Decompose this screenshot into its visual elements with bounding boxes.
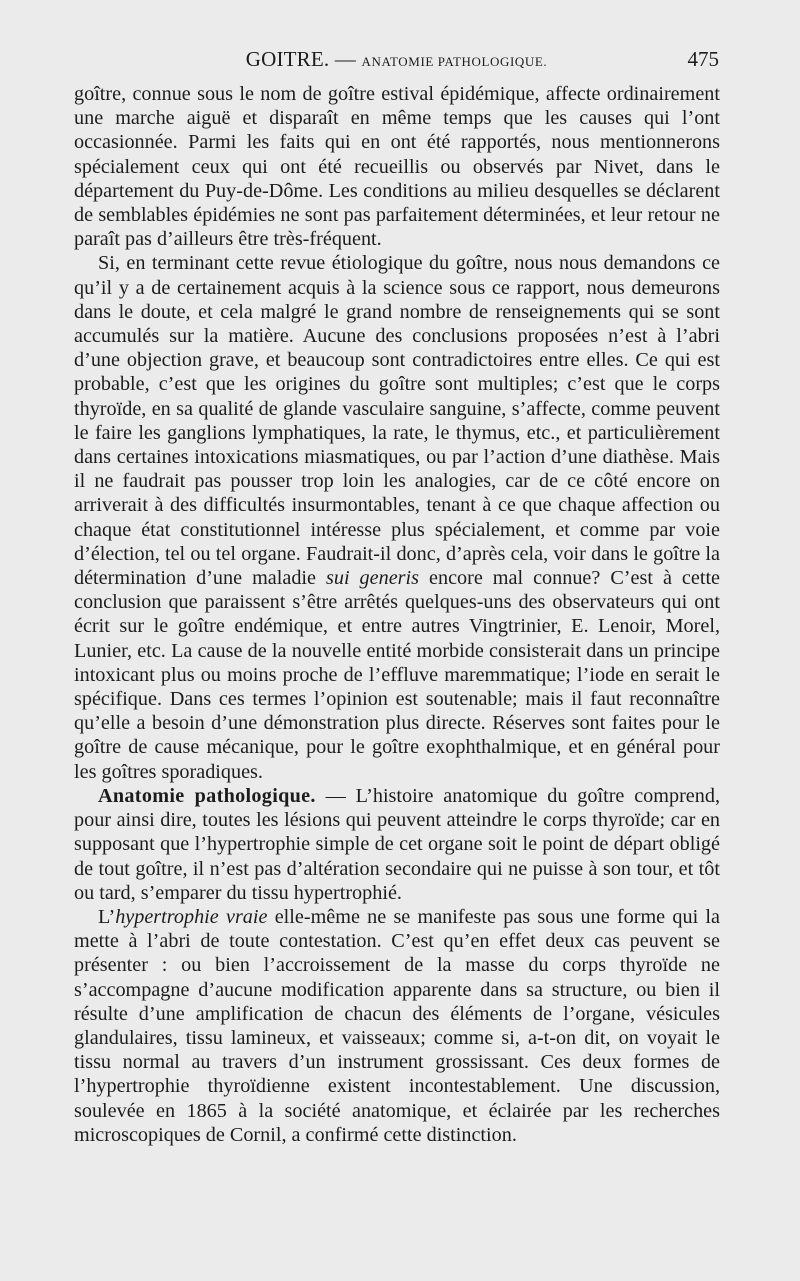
paragraph-4 <box>74 905 720 1147</box>
page-number: 475 <box>687 47 719 71</box>
paragraph-2-part-b: encore mal connue? C’est à cette conclusion que paraissent s’être arrêtés quelques-uns des observateurs qui ont écrit sur le goître endémique, et entre autres Vingtrinier, E. Lenoir, Morel, Lunier, etc. La cause de la nouvelle entité morbide consisterait dans un principe intoxicant plus ou moins proche de l’effluve maremmatique; l’iode en serait le spécifique. Dans ces termes l’opinion est soutenable; mais il faut reconnaître qu’elle a besoin d’une démonstration plus directe. Réserves sont faites pour le goître de cause mécanique, pour le goître exophthalmique, et en général pour les goîtres sporadiques. <box>74 567 721 783</box>
paragraph-3 <box>74 784 720 905</box>
paragraph-4-italic: hypertrophie vraie <box>115 905 268 928</box>
body-text <box>74 82 720 1147</box>
paragraph-2 <box>74 251 720 783</box>
paragraph-3-text: — L’histoire anatomique du goître comprend, pour ainsi dire, toutes les lésions qui peuvent atteindre le corps thyroïde; car en supposant que l’hypertrophie simple de cet organe soit le point de départ obligé de tout goître, il n’est pas d’altération secondaire qui ne puisse à son tour, et tôt ou tard, s’emparer du tissu hypertrophié. <box>74 784 720 904</box>
running-head <box>74 47 719 73</box>
section-heading: Anatomie pathologique. <box>98 784 316 807</box>
header-dash: — <box>334 47 357 71</box>
chapter-title: GOITRE. <box>245 47 330 71</box>
paragraph-1: goître, connue sous le nom de goître estival épidémique, affecte ordinairement une marche aiguë et disparaît en même temps que les causes qui l’ont occasionnée. Parmi les faits qui en ont été rapportés, nous mentionnerons spécialement ceux qui ont été recueillis ou observés par Nivet, dans le département du Puy-de-Dôme. Les conditions au milieu desquelles se déclarent de semblables épidémies ne sont pas parfaitement déterminées, et leur retour ne paraît pas d’ailleurs être très-fréquent. <box>74 83 720 251</box>
paragraph-2-part-a: Si, en terminant cette revue étiologique du goître, nous nous demandons ce qu’il y a de certainement acquis à la science sous ce rapport, nous demeurons dans le doute, et cela malgré le grand nombre de renseignements qui se sont accumulés sur la matière. Aucune des conclusions proposées n’est à l’abri d’une objection grave, et beaucoup sont contradictoires entre elles. Ce qui est probable, c’est que les origines du goître sont multiples; c’est que le corps thyroïde, en sa qualité de glande vasculaire sanguine, s’affecte, comme peuvent le faire les ganglions lymphatiques, la rate, le thymus, etc., et particulièrement dans certaines intoxications miasmatiques, ou par l’action d’une diathèse. Mais il ne faudrait pas pousser trop loin les analogies, car de ce côté encore on arriverait à des difficultés insurmontables, tenant à ce que chaque affection ou chaque état constitutionnel intéresse plus spécialement, et comme par voie d’élection, tel ou tel organe. Faudrait-il donc, d’après cela, voir dans le goître la détermination d’une maladie <box>74 252 720 590</box>
paragraph-2-italic: sui generis <box>326 567 419 590</box>
paragraph-4-lead: L’ <box>98 905 116 928</box>
section-subtitle: ANATOMIE PATHOLOGIQUE. <box>361 54 548 69</box>
running-head-title <box>74 47 719 72</box>
paragraph-4-text: elle-même ne se manifeste pas sous une forme qui la mette à l’abri de toute contestation. C’est qu’en effet deux cas peuvent se présenter : ou bien l’accroissement de la masse du corps thyroïde ne s’accompagne d’aucune modification apparente dans sa structure, ou bien il résulte d’une amplification de chacun des éléments de l’organe, vésicules glandulaires, tissu lamineux, et vaisseaux; comme si, a-t-on dit, on voyait le tissu normal au travers d’un instrument grossissant. Ces deux formes de l’hypertrophie thyroïdienne existent incontestablement. Une discussion, soulevée en 1865 à la société anatomique, et éclairée par les recherches microscopiques de Cornil, a confirmé cette distinction. <box>74 905 720 1146</box>
